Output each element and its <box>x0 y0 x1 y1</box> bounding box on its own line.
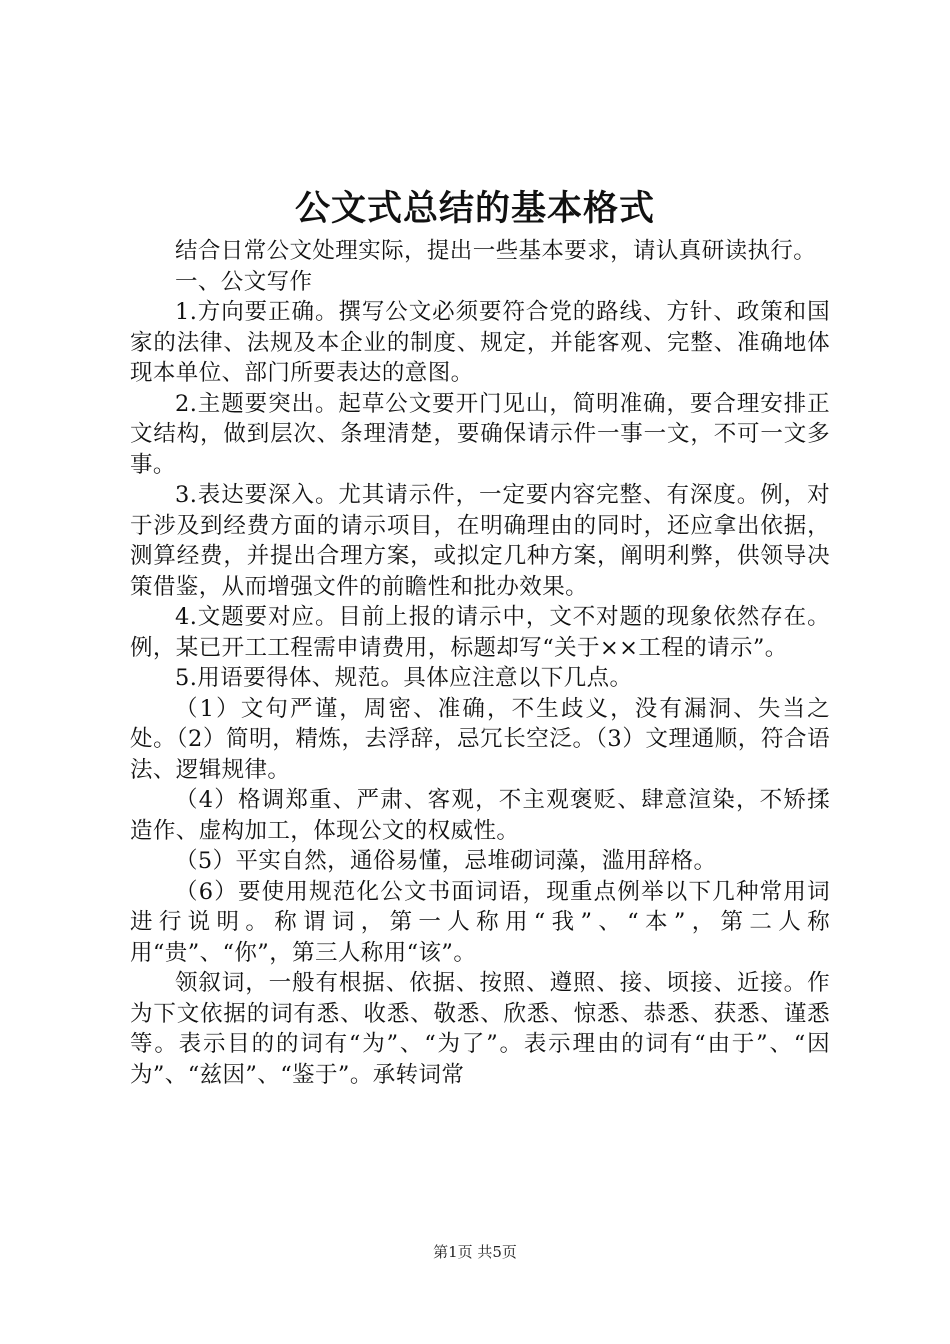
document-body <box>130 236 830 1090</box>
paragraph-item-3: 3.表达要深入。尤其请示件，一定要内容完整、有深度。例，对于涉及到经费方面的请示项目，在明确理由的同时，还应拿出依据，测算经费，并提出合理方案，或拟定几种方案，阐明利弊，供领导决策借鉴，从而增强文件的前瞻性和批办效果。 <box>130 482 830 600</box>
paragraph-subitem-4: （4）格调郑重、严肃、客观，不主观褒贬、肆意渲染，不矫揉造作、虚构加工，体现公文的权威性。 <box>130 787 830 844</box>
document-title: 公文式总结的基本格式 <box>294 188 655 229</box>
paragraph-item-2: 2.主题要突出。起草公文要开门见山，简明准确，要合理安排正文结构，做到层次、条理清楚，要确保请示件一事一文，不可一文多事。 <box>130 390 830 478</box>
paragraph-item-4: 4.文题要对应。目前上报的请示中，文不对题的现象依然存在。例，某已开工工程需申请费用，标题却写“关于××工程的请示”。 <box>130 604 830 661</box>
section-heading-writing: 一、公文写作 <box>175 268 313 295</box>
paragraph-subitem-6: （6）要使用规范化公文书面词语，现重点例举以下几种常用词进行说明。称谓词，第一人称用“我”、“本”，第二人称用“贵”、“你”，第三人称用“该”。 <box>130 878 830 966</box>
page-footer: 第1页 共5页 <box>433 1243 517 1261</box>
paragraph-item-1: 1.方向要正确。撰写公文必须要符合党的路线、方针、政策和国家的法律、法规及本企业的制度、规定，并能客观、完整、准确地体现本单位、部门所要表达的意图。 <box>130 299 830 386</box>
paragraph-intro: 结合日常公文处理实际，提出一些基本要求，请认真研读执行。 <box>175 238 817 264</box>
paragraph-lead-words: 领叙词，一般有根据、依据、按照、遵照、接、顷接、近接。作为下文依据的词有悉、收悉、敬悉、欣悉、惊悉、恭悉、获悉、谨悉等。表示目的的词有“为”、“为了”。表示理由的词有“由于”、“因为”、“兹因”、“鉴于”。承转词常 <box>130 970 830 1088</box>
paragraph-subitem-5: （5）平实自然，通俗易懂，忌堆砌词藻，滥用辞格。 <box>175 848 717 874</box>
paragraph-item-5: 5.用语要得体、规范。具体应注意以下几点。 <box>175 665 633 691</box>
paragraph-subitems-1-3: （1）文句严谨，周密、准确，不生歧义，没有漏洞、失当之处。（2）简明，精炼，去浮辞，忌冗长空泛。（3）文理通顺，符合语法、逻辑规律。 <box>130 695 830 783</box>
